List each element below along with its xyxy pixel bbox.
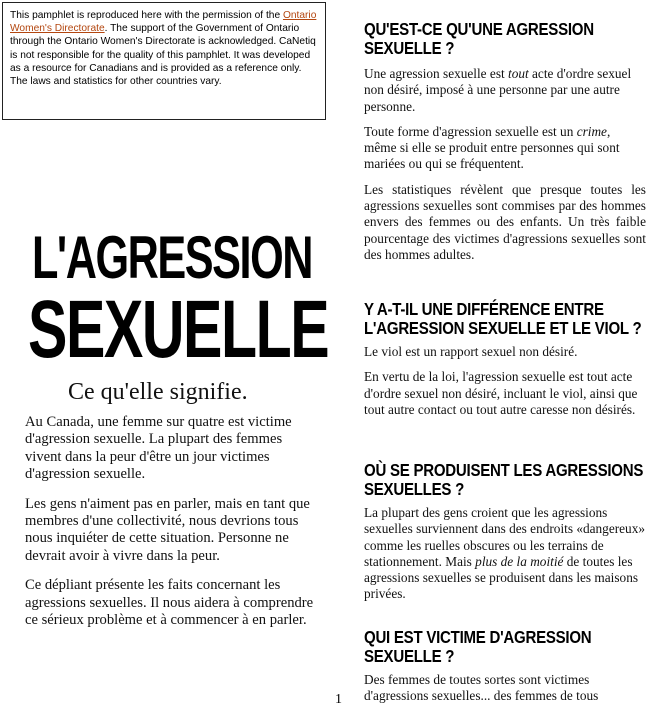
intro-paragraph-2: Les gens n'aiment pas en parler, mais en tant que membres d'une collectivité, nous devrions tous nous inquiéter de cette situation. Personne ne devrait avoir à vivre dans la peur. [25,495,310,564]
cover-subtitle: Ce qu'elle signifie. [68,379,248,405]
notice-text-start: This pamphlet is reproduced here with the permission of the [10,10,283,21]
section-paragraph: Le viol est un rapport sexuel non désiré. [364,344,578,359]
section-paragraph: Les statistiques révèlent que presque toutes les agressions sexuelles sont commises par des hommes envers des femmes ou des enfants. Un très faible pourcentage des victimes d'agressions sexuelles sont des hommes adultes. [364,181,646,262]
cover-title-line2: SEXUELLE [28,284,329,375]
section-who [364,628,646,714]
section-paragraph: Des femmes de toutes sortes sont victimes d'agressions sexuelles... des femmes de tous [364,672,599,704]
section-heading: QUI EST VICTIME D'AGRESSION SEXUELLE ? [364,627,592,666]
notice-text-end: . The support of the Government of Ontario through the Ontario Women's Directorate is acknowledged. CaNetiq is not responsible for the quality of this pamphlet. It was developed as a resource for Canadians and is provided as a reference only. The laws and statistics for other countries vary. [10,23,316,88]
section-heading: OÙ SE PRODUISENT LES AGRESSIONS SEXUELLES ? [364,460,644,499]
section-paragraph: La plupart des gens croient que les agressions sexuelles surviennent dans des endroits «dangereux» comme les ruelles obscures ou les terrains de stationnement. Mais plus de la moitié de toutes les agressions sexuelles se produisent dans les maisons privées. [364,505,646,602]
section-heading: QU'EST-CE QU'UNE AGRESSION SEXUELLE ? [364,19,594,58]
ontario-womens-directorate-link[interactable]: Ontario Women's Directorate [10,10,317,35]
section-paragraph: Une agression sexuelle est tout acte d'ordre sexuel non désiré, imposé à une personne par une autre personne. [364,66,632,114]
cover-title-line1: L'AGRESSION [31,224,313,291]
page-number: 1 [335,692,342,707]
section-where [364,461,646,612]
section-difference [364,300,646,427]
intro-paragraph-1: Au Canada, une femme sur quatre est victime d'agression sexuelle. La plupart des femmes vivent dans la peur d'être un jour victimes d'agression sexuelle. [25,414,292,483]
intro-column [25,414,315,641]
permission-notice [2,2,326,120]
section-paragraph: Toute forme d'agression sexuelle est un crime, même si elle se produit entre personnes qui sont mariées ou qui se fréquentent. [364,123,620,172]
section-heading: Y A-T-IL UNE DIFFÉRENCE ENTRE L'AGRESSION SEXUELLE ET LE VIOL ? [364,299,642,338]
cover-title [28,224,329,375]
intro-paragraph-3: Ce dépliant présente les faits concernant les agressions sexuelles. Il nous aidera à comprendre ce sérieux problème et à commencer à en parler. [25,577,314,629]
section-what-is [364,20,646,272]
section-paragraph: En vertu de la loi, l'agression sexuelle est tout acte d'ordre sexuel non désiré, incluant le viol, ainsi que tout autre contact ou tout autre caresse non désirés. [364,369,638,417]
